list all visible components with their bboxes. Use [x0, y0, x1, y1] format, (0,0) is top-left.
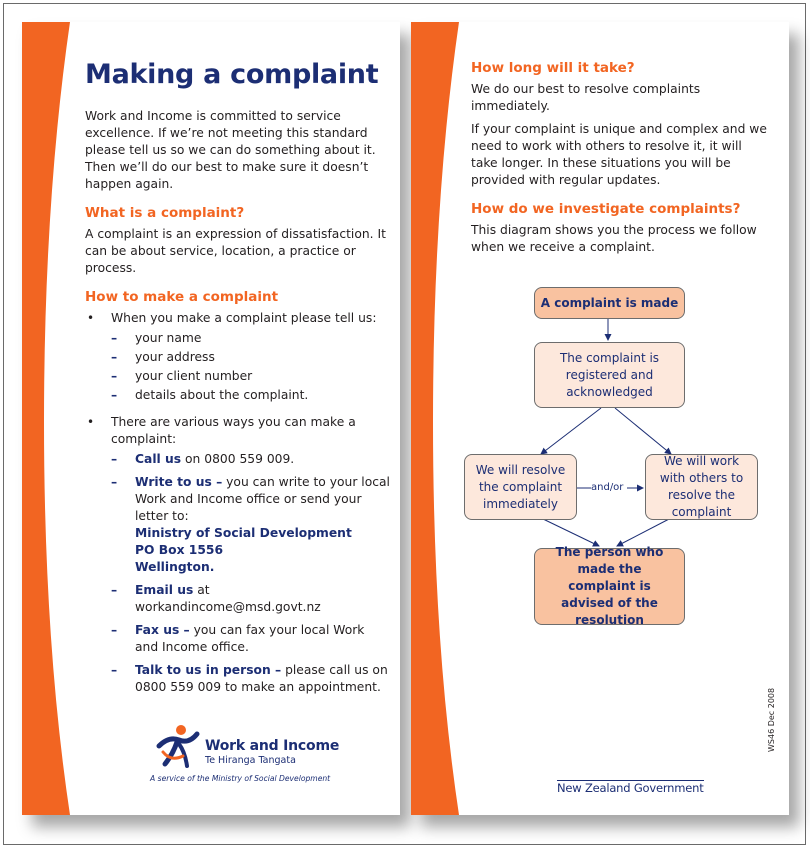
step-complaint-made: A complaint is made [534, 287, 685, 319]
bullet-text: When you make a complaint please tell us: [111, 311, 377, 325]
email-text: at workandincome@msd.govt.nz [135, 583, 321, 614]
list-item: – your address [111, 349, 390, 366]
step-registered: The complaint is registered and acknowledged [534, 342, 685, 408]
address-line: PO Box 1556 [135, 543, 224, 557]
talk-text: please call us on 0800 559 009 to make an appointment. [135, 663, 388, 694]
logo-name: Work and Income [205, 738, 340, 754]
address-line: Wellington. [135, 560, 215, 574]
address-line: Ministry of Social Development [135, 526, 352, 540]
fax-text: you can fax your local Work and Income office. [135, 623, 365, 654]
email-label: Email us [135, 583, 194, 597]
how-heading: How to make a complaint [85, 289, 279, 305]
right-content [471, 60, 771, 262]
step-advised-of-resolution: The person who made the complaint is advised of the resolution [534, 548, 685, 625]
how-long-paragraph-1: We do our best to resolve complaints immediately. [471, 82, 701, 113]
investigate-paragraph: This diagram shows you the process we follow when we receive a complaint. [471, 223, 757, 254]
work-and-income-logo [150, 720, 355, 790]
step-resolve-immediately: We will resolve the complaint immediately [464, 454, 577, 520]
list-item: – your name [111, 330, 390, 347]
logo-maori-name: Te Hiranga Tangata [205, 755, 296, 766]
page-title: Making a complaint [85, 59, 379, 90]
left-content [85, 58, 390, 706]
figure-logo-icon [155, 722, 201, 770]
how-long-paragraph-2: If your complaint is unique and complex and we need to work with others to resolve it, it will take longer. In these situations you will be provided with regular updates. [471, 122, 767, 187]
what-paragraph: A complaint is an expression of dissatisfaction. It can be about service, location, a practice or process. [85, 227, 386, 275]
left-panel [22, 22, 400, 815]
list-item: – details about the complaint. [111, 387, 390, 404]
call-text: on 0800 559 009. [181, 452, 295, 466]
fax-label: Fax us – [135, 623, 190, 637]
document-code: WS46 Dec 2008 [767, 687, 776, 752]
talk-label: Talk to us in person – [135, 663, 282, 677]
list-item [111, 622, 390, 656]
list-item [85, 310, 390, 404]
right-panel [411, 22, 789, 815]
how-list [85, 310, 390, 696]
list-item [111, 662, 390, 696]
how-long-heading: How long will it take? [471, 60, 635, 76]
list-item [111, 474, 390, 576]
list-item [111, 451, 390, 468]
step-work-with-others: We will work with others to resolve the complaint [645, 454, 758, 520]
and-or-connector: and/or [591, 482, 624, 493]
what-heading: What is a complaint? [85, 205, 245, 221]
investigate-heading: How do we investigate complaints? [471, 201, 741, 217]
intro-paragraph: Work and Income is committed to service excellence. If we’re not meeting this standard please tell us so we can do something about it. Then we’ll do our best to make sure it doesn’t happen again. [85, 109, 376, 191]
ways-list [111, 451, 390, 696]
list-item [111, 582, 390, 616]
logo-tagline: A service of the Ministry of Social Development [150, 774, 331, 783]
call-label: Call us [135, 452, 182, 466]
tell-us-list [111, 330, 390, 404]
write-label: Write to us – [135, 475, 223, 489]
nz-government-logo: New Zealand Government [557, 781, 704, 795]
bullet-text: There are various ways you can make a complaint: [111, 415, 356, 446]
list-item [85, 414, 390, 696]
complaint-process-diagram [461, 284, 761, 627]
write-text: you can write to your local Work and Income office or send your letter to: [135, 475, 390, 523]
list-item: – your client number [111, 368, 390, 385]
